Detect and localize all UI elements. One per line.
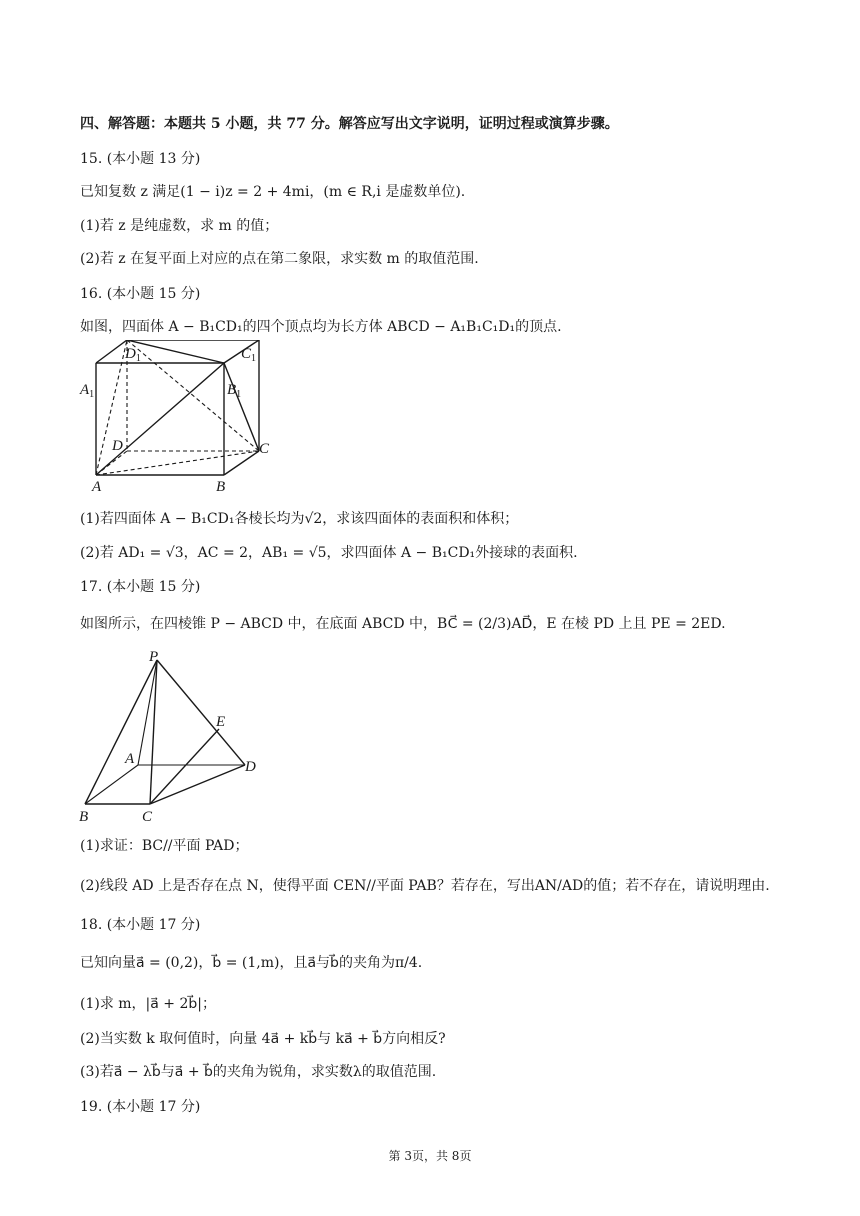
label-d: D [112,438,123,454]
label-d: D [245,759,256,775]
label-a: A [125,751,135,767]
problem-16-q1: (1)若四面体 A − B₁CD₁各棱长均为√2，求该四面体的表面积和体积； [80,511,519,527]
label-a: A [92,479,102,495]
problem-15-stem: 已知复数 z 满足(1 − i)z = 2 + 4mi，(m ∈ R,i 是虚数单位). [80,184,466,200]
label-a1: $A_1$ [80,382,95,400]
problem-15-q1: (1)若 z 是纯虚数，求 m 的值； [80,218,279,234]
problem-18-stem: 已知向量a⃗ = (0,2)，b⃗ = (1,m)，且a⃗与b⃗的夹角为π/4. [80,955,423,971]
label-e: E [216,714,226,730]
section-header: 四、解答题：本题共 5 小题，共 77 分。解答应写出文字说明，证明过程或演算步骤。 [80,116,619,132]
label-b: B [216,479,226,495]
problem-16-stem: 如图，四面体 A − B₁CD₁的四个顶点均为长方体 ABCD − A₁B₁C₁D₁的顶点. [80,319,562,335]
problem-18-q1: (1)求 m，|a⃗ + 2b⃗|； [80,996,216,1012]
label-c1: $C_1$ [241,346,257,364]
label-p: P [149,649,159,665]
figure-cuboid [75,340,285,498]
problem-17-header: 17. (本小题 15 分) [80,579,201,595]
problem-18-q2: (2)当实数 k 取何值时，向量 4a⃗ + kb⃗与 ka⃗ + b⃗方向相反? [80,1031,446,1047]
figure-pyramid [75,645,270,825]
problem-17-q2: (2)线段 AD 上是否存在点 N，使得平面 CEN//平面 PAB？若存在，写出AN/AD的值；若不存在，请说明理由. [80,878,770,894]
problem-16-q2: (2)若 AD₁ = √3，AC = 2，AB₁ = √5，求四面体 A − B₁CD₁外接球的表面积. [80,545,578,561]
label-c: C [259,441,270,457]
problem-16-header: 16. (本小题 15 分) [80,286,201,302]
label-b: B [79,809,89,825]
label-b1: $B_1$ [227,382,242,400]
problem-17-q1: (1)求证：BC//平面 PAD； [80,838,249,854]
label-c: C [142,809,153,825]
problem-17-stem: 如图所示，在四棱锥 P − ABCD 中，在底面 ABCD 中，BC⃗ = (2/3)AD⃗，E 在棱 PD 上且 PE = 2ED. [80,616,726,632]
problem-15-header: 15. (本小题 13 分) [80,151,201,167]
problem-18-header: 18. (本小题 17 分) [80,917,201,933]
problem-15-q2: (2)若 z 在复平面上对应的点在第二象限，求实数 m 的取值范围. [80,251,479,267]
problem-18-q3: (3)若a⃗ − λb⃗与a⃗ + b⃗的夹角为锐角，求实数λ的取值范围. [80,1064,437,1080]
label-d1: $D_1$ [125,346,141,364]
problem-19-header: 19. (本小题 17 分) [80,1099,201,1115]
page-footer: 第 3页，共 8页 [388,1149,472,1163]
